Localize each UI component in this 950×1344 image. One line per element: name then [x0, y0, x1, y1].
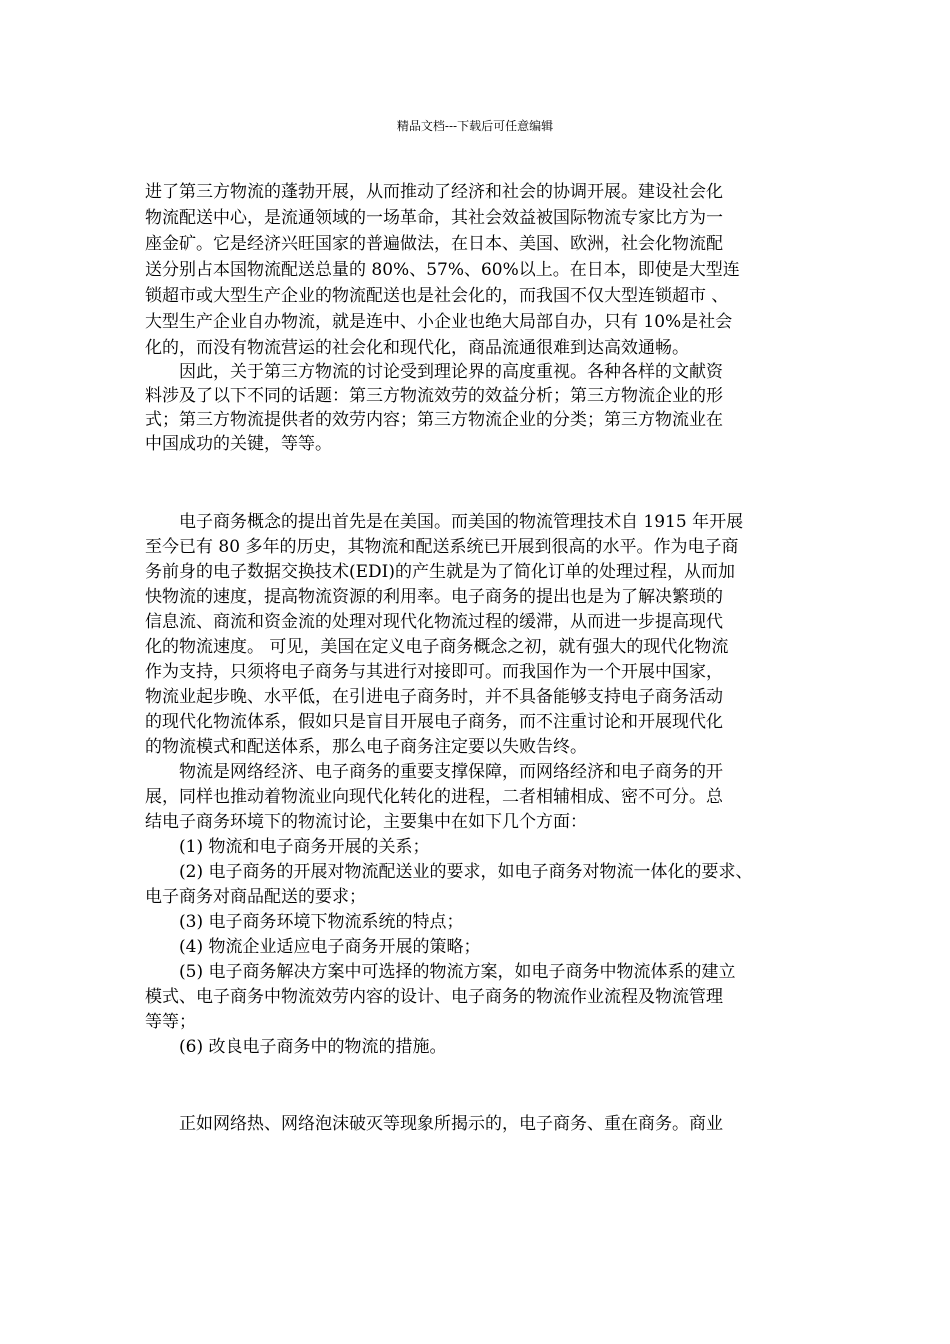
body-line: 的现代化物流体系，假如只是盲目开展电子商务，而不注重讨论和开展现代化: [145, 712, 723, 732]
body-line: 展，同样也推动着物流业向现代化转化的进程，二者相辅相成、密不可分。总: [145, 787, 723, 807]
body-line: 物流是网络经济、电子商务的重要支撑保障，而网络经济和电子商务的开: [179, 762, 723, 782]
body-line: 至今已有 80 多年的历史，其物流和配送系统已开展到很高的水平。作为电子商: [145, 537, 739, 557]
list-item: (2) 电子商务的开展对物流配送业的要求，如电子商务对物流一体化的要求、: [179, 862, 753, 882]
body-line: 物流配送中心，是流通领域的一场革命，其社会效益被国际物流专家比方为一: [145, 208, 723, 228]
body-line: 因此，关于第三方物流的讨论受到理论界的高度重视。各种各样的文献资: [179, 362, 723, 382]
list-item: (1) 物流和电子商务开展的关系；: [179, 837, 430, 857]
body-line: 快物流的速度，提高物流资源的利用率。电子商务的提出也是为了解决繁琐的: [145, 587, 723, 607]
body-line: 务前身的电子数据交换技术(EDI)的产生就是为了简化订单的处理过程，从而加: [145, 562, 736, 582]
body-line: 的物流模式和配送体系，那么电子商务注定要以失败告终。: [145, 737, 587, 757]
body-line: 座金矿。它是经济兴旺国家的普遍做法，在日本、美国、欧洲，社会化物流配: [145, 234, 723, 254]
page-header: 精品文档---下载后可任意编辑: [396, 119, 554, 133]
list-item: (6) 改良电子商务中的物流的措施。: [179, 1037, 447, 1057]
list-item: (5) 电子商务解决方案中可选择的物流方案，如电子商务中物流体系的建立: [179, 962, 736, 982]
body-line: 电子商务概念的提出首先是在美国。而美国的物流管理技术自 1915 年开展: [179, 512, 744, 532]
list-item: (4) 物流企业适应电子商务开展的策略；: [179, 937, 481, 957]
body-line: 化的，而没有物流营运的社会化和现代化，商品流通很难到达高效通畅。: [145, 338, 689, 358]
list-item: 模式、电子商务中物流效劳内容的设计、电子商务的物流作业流程及物流管理: [145, 987, 723, 1007]
body-line: 进了第三方物流的蓬勃开展，从而推动了经济和社会的协调开展。建设社会化: [145, 182, 723, 202]
body-line: 信息流、商流和资金流的处理对现代化物流过程的缓滞，从而进一步提高现代: [145, 612, 723, 632]
body-line: 作为支持，只须将电子商务与其进行对接即可。而我国作为一个开展中国家，: [145, 662, 723, 682]
body-line: 式；第三方物流提供者的效劳内容；第三方物流企业的分类；第三方物流业在: [145, 410, 723, 430]
body-line: 大型生产企业自办物流，就是连中、小企业也绝大局部自办，只有 10%是社会: [145, 312, 733, 332]
body-line: 结电子商务环境下的物流讨论，主要集中在如下几个方面：: [145, 812, 587, 832]
body-line: 中国成功的关键，等等。: [145, 434, 332, 454]
body-line: 正如网络热、网络泡沫破灭等现象所揭示的，电子商务、重在商务。商业: [179, 1114, 723, 1134]
list-item: 等等；: [145, 1012, 196, 1032]
body-line: 化的物流速度。 可见，美国在定义电子商务概念之初，就有强大的现代化物流: [145, 637, 729, 657]
body-line: 锁超市或大型生产企业的物流配送也是社会化的，而我国不仅大型连锁超市 、: [145, 286, 729, 306]
body-line: 送分别占本国物流配送总量的 80%、57%、60%以上。在日本，即使是大型连: [145, 260, 740, 280]
body-line: 物流业起步晚、水平低，在引进电子商务时，并不具备能够支持电子商务活动: [145, 687, 723, 707]
list-item: (3) 电子商务环境下物流系统的特点；: [179, 912, 464, 932]
body-line: 料涉及了以下不同的话题：第三方物流效劳的效益分析；第三方物流企业的形: [145, 386, 723, 406]
list-item: 电子商务对商品配送的要求；: [145, 887, 366, 907]
